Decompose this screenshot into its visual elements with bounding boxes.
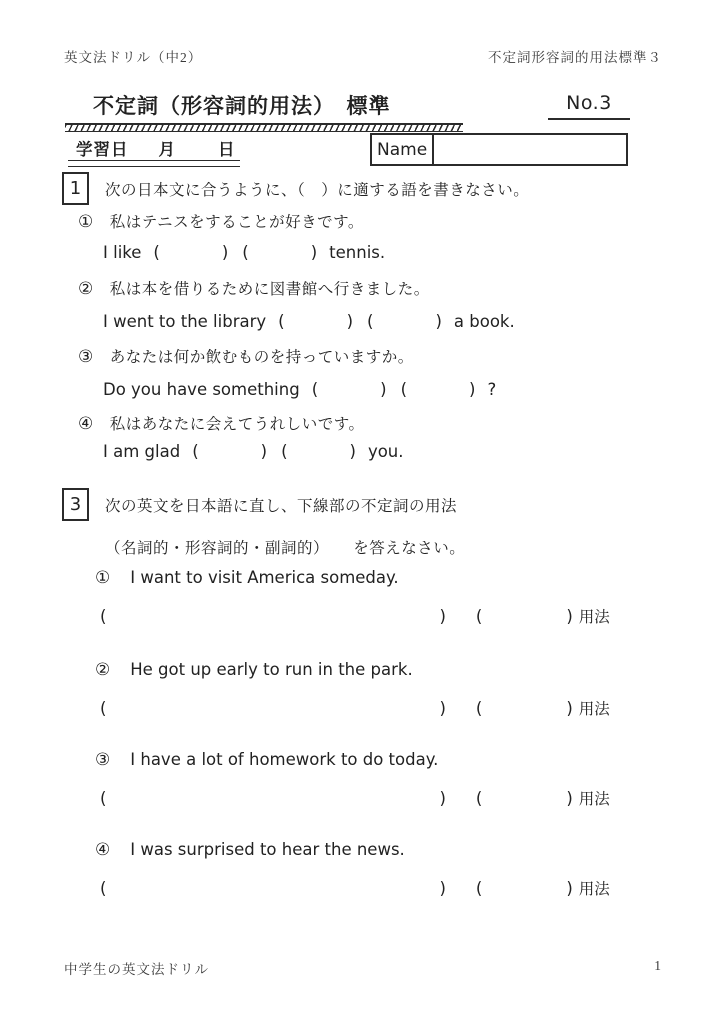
section3-instruction-line2: （名詞的・形容詞的・副詞的） を答えなさい。 [105, 539, 466, 557]
page-number: 1 [654, 958, 662, 973]
circled-number: ③ [78, 347, 94, 367]
section1-instruction: 次の日本文に合うように、（ ）に適する語を書きなさい。 [105, 180, 530, 199]
section1-question-4 [78, 412, 404, 461]
usage-label: 用法 [578, 790, 610, 808]
running-footer [64, 958, 662, 978]
running-header [64, 46, 662, 66]
circled-number: ③ [95, 750, 111, 770]
study-date-label: 学習日 [76, 140, 129, 159]
circled-number: ① [78, 212, 94, 232]
name-box [370, 133, 628, 166]
section1-number-box: 1 [62, 172, 89, 205]
section1-header [62, 172, 529, 205]
month-label: 月 [158, 140, 176, 159]
answer-row: ( ) ( ) 用法 [100, 699, 610, 718]
japanese-sentence: ③ あなたは何か飲むものを持っていますか。 [78, 347, 414, 367]
section1-question-1 [78, 210, 385, 262]
section3-question-1 [95, 568, 610, 627]
circled-number: ② [95, 660, 111, 680]
title-block [65, 90, 463, 132]
japanese-sentence: ④ 私はあなたに会えてうれしいです。 [78, 414, 365, 434]
usage-label: 用法 [578, 880, 610, 898]
section3-header [62, 488, 457, 521]
japanese-sentence: ② 私は本を借りるために図書館へ行きました。 [78, 279, 430, 299]
english-sentence: ④ I was surprised to hear the news. [95, 840, 405, 860]
usage-label: 用法 [578, 608, 610, 626]
section1-question-2 [78, 277, 515, 331]
english-sentence: ① I want to visit America someday. [95, 568, 399, 588]
japanese-sentence: ① 私はテニスをすることが好きです。 [78, 212, 364, 232]
footer-left-text: 中学生の英文法ドリル [64, 962, 209, 977]
circled-number: ④ [78, 414, 94, 434]
sheet-number-block [548, 92, 630, 120]
circled-number: ② [78, 279, 94, 299]
header-right-text: 不定詞形容詞的用法標準３ [488, 50, 662, 65]
answer-row: ( ) ( ) 用法 [100, 607, 610, 626]
circled-number: ① [95, 568, 111, 588]
sheet-number: No.3 [566, 92, 612, 114]
section3-number-box: 3 [62, 488, 89, 521]
name-field [434, 135, 626, 164]
circled-number: ④ [95, 840, 111, 860]
name-label: Name [372, 135, 434, 164]
day-label: 日 [218, 140, 236, 159]
english-fill-line: I went to the library ( ) ( ) a book. [103, 312, 515, 331]
sheet-number-rule [548, 118, 630, 120]
header-left-text: 英文法ドリル（中2） [64, 50, 203, 65]
english-sentence: ③ I have a lot of homework to do today. [95, 750, 439, 770]
english-fill-line: I am glad ( ) ( ) you. [103, 442, 404, 461]
english-fill-line: I like ( ) ( ) tennis. [103, 243, 386, 262]
section3-question-2 [95, 660, 610, 719]
section3-question-4 [95, 840, 610, 899]
answer-row: ( ) ( ) 用法 [100, 789, 610, 808]
section3-question-3 [95, 750, 610, 809]
title-hatched-rule [65, 123, 463, 132]
answer-row: ( ) ( ) 用法 [100, 879, 610, 898]
section1-question-3 [78, 345, 496, 399]
section3-instruction-line1: 次の英文を日本語に直し、下線部の不定詞の用法 [105, 496, 458, 515]
usage-label: 用法 [578, 700, 610, 718]
english-sentence: ② He got up early to run in the park. [95, 660, 413, 680]
study-date-underline [68, 160, 240, 167]
page-title: 不定詞（形容詞的用法） 標準 [93, 94, 391, 118]
english-fill-line: Do you have something ( ) ( ) ? [103, 380, 497, 399]
